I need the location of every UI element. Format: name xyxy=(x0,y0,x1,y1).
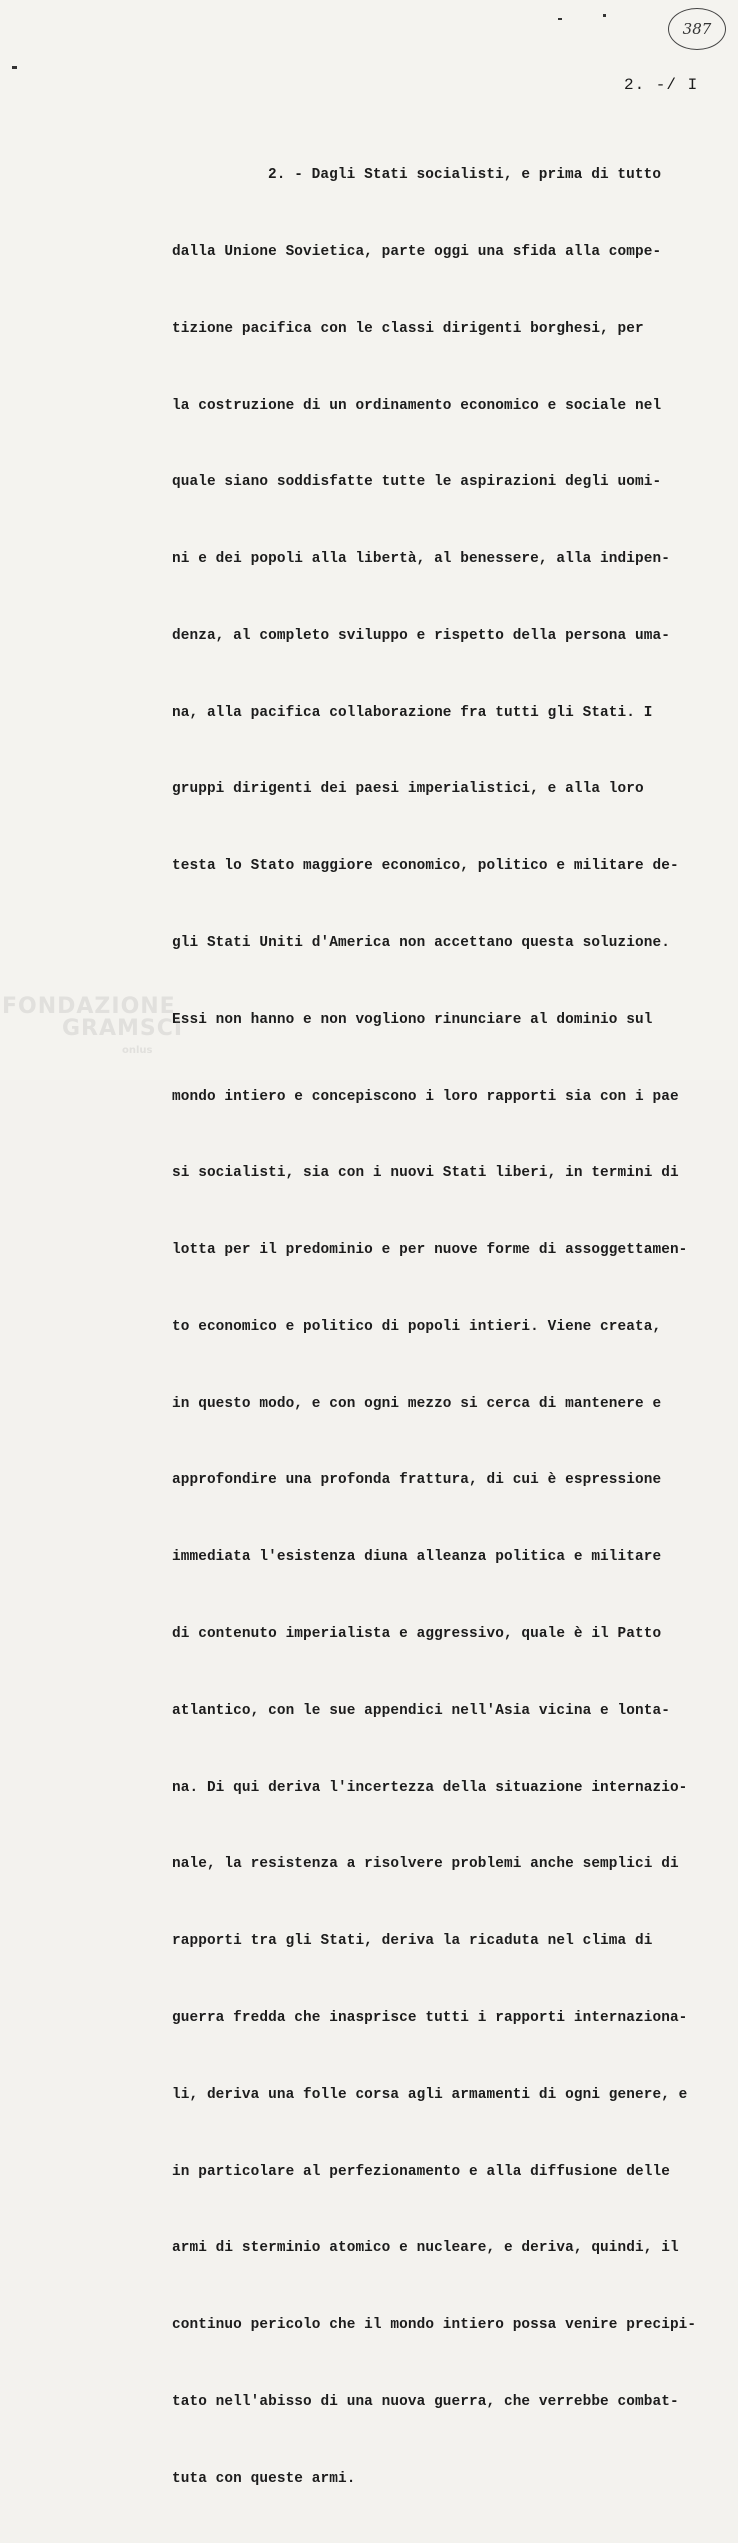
watermark-line: FONDAZIONE xyxy=(2,994,176,1019)
text-line: rapporti tra gli Stati, deriva la ricaduta nel clima di xyxy=(172,1933,653,1950)
text-line: tizione pacifica con le classi dirigenti borghesi, per xyxy=(172,320,644,337)
text-line: gruppi dirigenti dei paesi imperialistici, e alla loro xyxy=(172,781,644,798)
text-line: Essi non hanno e non vogliono rinunciare al dominio sul xyxy=(172,1011,653,1028)
text-line: gli Stati Uniti d'America non accettano questa soluzione. xyxy=(172,935,670,951)
text-line: la costruzione di un ordinamento economico e sociale nel xyxy=(172,397,662,414)
text-line: armi di sterminio atomico e nucleare, e deriva, quindi, il xyxy=(172,2240,679,2257)
text-line: dalla Unione Sovietica, parte oggi una sfida alla compe- xyxy=(172,243,662,260)
text-line: immediata l'esistenza diuna alleanza politica e militare xyxy=(172,1549,662,1566)
text-line: testa lo Stato maggiore economico, politico e militare de- xyxy=(172,858,679,875)
text-line: atlantico, con le sue appendici nell'Asia vicina e lonta- xyxy=(172,1702,670,1719)
text-line: nale, la resistenza a risolvere problemi anche semplici di xyxy=(172,1856,679,1873)
ink-speck xyxy=(558,18,562,20)
archive-stamp xyxy=(668,8,726,50)
text-line: in questo modo, e con ogni mezzo si cerca di mantenere e xyxy=(172,1395,662,1412)
typed-paragraph xyxy=(172,112,712,2543)
text-line: lotta per il predominio e per nuove forme di assoggettamen- xyxy=(172,1242,688,1259)
ink-speck xyxy=(603,14,606,17)
text-line: li, deriva una folle corsa agli armamenti di ogni genere, e xyxy=(172,2086,688,2103)
text-line: quale siano soddisfatte tutte le aspirazioni degli uomi- xyxy=(172,474,662,491)
text-line: guerra fredda che inasprisce tutti i rapporti internaziona- xyxy=(172,2009,688,2026)
archive-stamp-number: 387 xyxy=(682,20,712,38)
text-line: na, alla pacifica collaborazione fra tutti gli Stati. I xyxy=(172,704,653,721)
text-line: in particolare al perfezionamento e alla diffusione delle xyxy=(172,2163,670,2180)
text-line: continuo pericolo che il mondo intiero possa venire precipi- xyxy=(172,2317,697,2334)
text-line: approfondire una profonda frattura, di cui è espressione xyxy=(172,1472,662,1489)
fondazione-gramsci-watermark xyxy=(2,996,182,1062)
text-line: na. Di qui deriva l'incertezza della situazione internazio- xyxy=(172,1779,688,1796)
text-line: si socialisti, sia con i nuovi Stati liberi, in termini di xyxy=(172,1165,679,1182)
text-line: di contenuto imperialista e aggressivo, quale è il Patto xyxy=(172,1626,662,1643)
text-line: 2. - Dagli Stati socialisti, e prima di tutto xyxy=(268,167,662,184)
text-line: to economico e politico di popoli intieri. Viene creata, xyxy=(172,1318,662,1335)
page-number: 2. -/ I xyxy=(624,76,699,94)
text-line: tato nell'abisso di una nuova guerra, che verrebbe combat- xyxy=(172,2393,679,2410)
text-line: tuta con queste armi. xyxy=(172,2470,356,2487)
text-line: ni e dei popoli alla libertà, al benessere, alla indipen- xyxy=(172,551,670,568)
margin-mark xyxy=(12,66,17,69)
text-line: denza, al completo sviluppo e rispetto della persona uma- xyxy=(172,627,670,644)
text-line: mondo intiero e concepiscono i loro rapporti sia con i pae xyxy=(172,1088,679,1105)
watermark-line: onlus xyxy=(122,1045,153,1056)
watermark-line: GRAMSCI xyxy=(62,1016,184,1041)
